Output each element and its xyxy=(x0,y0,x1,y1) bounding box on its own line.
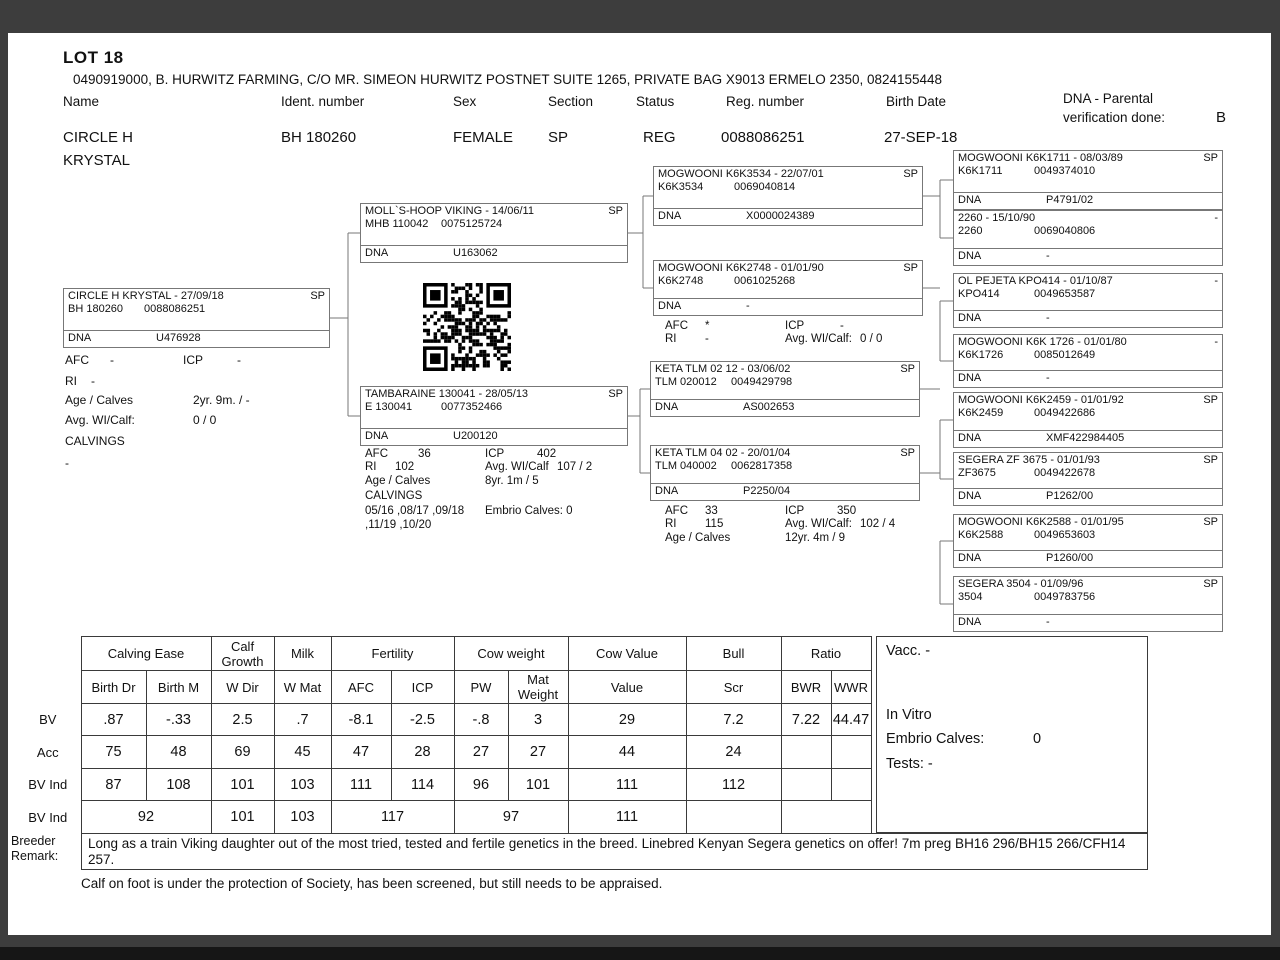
pedigree-box-gen3-1 xyxy=(953,150,1223,210)
col-header: ICP xyxy=(391,671,454,704)
animal-reg: 0061025268 xyxy=(734,275,796,287)
cell: 101 xyxy=(211,801,274,834)
label-status: Status xyxy=(636,94,675,109)
animal-ident: K6K2748 xyxy=(658,275,704,287)
animal-ident: K6K2588 xyxy=(958,529,1004,541)
col-header: BWR xyxy=(781,671,831,704)
stat-value: 0 / 0 xyxy=(193,413,217,427)
stat-label: AFC xyxy=(665,320,688,332)
catalog-page xyxy=(8,33,1271,935)
animal-reg: 0049422678 xyxy=(1034,467,1096,479)
value-status: REG xyxy=(643,129,676,146)
row-label: BV Ind xyxy=(28,777,68,792)
animal-name: TAMBARAINE 130041 - 28/05/13 xyxy=(365,388,529,400)
dna-verification-flag: B xyxy=(1216,109,1227,126)
stat-value: 350 xyxy=(837,505,857,517)
cell: 47 xyxy=(331,736,391,769)
animal-name: KETA TLM 02 12 - 03/06/02 xyxy=(655,363,791,375)
cell: 44 xyxy=(568,736,686,769)
section-flag: SP xyxy=(608,205,623,217)
bv-row xyxy=(15,704,871,736)
stat-value: 102 / 4 xyxy=(860,518,896,530)
animal-ident: E 130041 xyxy=(365,401,413,413)
animal-reg: 0075125724 xyxy=(441,218,503,230)
animal-reg: 0085012649 xyxy=(1034,349,1096,361)
vacc-text: Vacc. - xyxy=(886,643,931,659)
animal-reg: 0049374010 xyxy=(1034,165,1096,177)
row-label: BV xyxy=(39,712,57,727)
cell: 103 xyxy=(274,769,331,801)
value-section: SP xyxy=(548,129,569,146)
pedigree-box-subject xyxy=(63,288,330,348)
cell: 111 xyxy=(568,769,686,801)
stat-value: 33 xyxy=(705,505,718,517)
stat-label: AFC xyxy=(665,505,688,517)
label-dna-verification: verification done: xyxy=(1063,110,1166,125)
stat-label: ICP xyxy=(785,320,805,332)
stat-label: ICP xyxy=(485,448,505,460)
embrio-calves-value: 0 xyxy=(1033,731,1042,747)
tests-text: Tests: - xyxy=(886,756,933,772)
owner-address: 0490919000, B. HURWITZ FARMING, C/O MR. SIMEON HURWITZ POSTNET SUITE 1265, PRIVATE BAG X9013 ERMELO 2350, 0824155448 xyxy=(73,72,943,87)
cell: 48 xyxy=(146,736,211,769)
col-header: Birth Dr xyxy=(81,671,146,704)
stat-label: ICP xyxy=(785,505,805,517)
col-header: WWR xyxy=(831,671,871,704)
dna-value: P2250/04 xyxy=(743,485,791,497)
animal-reg: 0088086251 xyxy=(144,303,206,315)
cell: 27 xyxy=(508,736,568,769)
label-sex: Sex xyxy=(453,94,477,109)
bv-ind-row xyxy=(15,769,871,801)
section-flag: - xyxy=(1214,275,1218,287)
animal-ident: K6K3534 xyxy=(658,181,704,193)
stat-value: Embrio Calves: 0 xyxy=(485,505,573,517)
cell: .87 xyxy=(81,704,146,736)
dna-value: X0000024389 xyxy=(746,210,815,222)
stat-label: Age / Calves xyxy=(665,532,731,544)
animal-name: SEGERA 3504 - 01/09/96 xyxy=(958,578,1084,590)
row-label: BV Ind xyxy=(28,809,68,825)
value-name-line2: KRYSTAL xyxy=(63,152,130,169)
animal-reg: 0049422686 xyxy=(1034,407,1096,419)
stat-label: Age / Calves xyxy=(65,393,134,407)
cell: 112 xyxy=(686,769,781,801)
subject-stats xyxy=(65,353,335,473)
stat-value: 05/16 ,08/17 ,09/18 xyxy=(365,505,465,517)
dna-value: - xyxy=(1046,616,1050,628)
dna-label: DNA xyxy=(958,312,982,324)
cell: 28 xyxy=(391,736,454,769)
cell: 3 xyxy=(508,704,568,736)
animal-ident: 3504 xyxy=(958,591,983,603)
stat-value: ,11/19 ,10/20 xyxy=(365,519,432,531)
group-header: Calving Ease xyxy=(81,637,211,671)
cell: 69 xyxy=(211,736,274,769)
cell: 97 xyxy=(454,801,568,834)
bottom-strip xyxy=(0,947,1280,960)
stat-label: Avg. WI/Calf: xyxy=(785,518,852,530)
label-birth-date: Birth Date xyxy=(886,94,947,109)
cell: 75 xyxy=(81,736,146,769)
animal-name: OL PEJETA KPO414 - 01/10/87 xyxy=(958,275,1113,287)
label-dna-parental: DNA - Parental xyxy=(1063,91,1154,106)
stat-value: - xyxy=(840,320,844,332)
stat-label: AFC xyxy=(65,353,89,367)
value-name-line1: CIRCLE H xyxy=(63,129,134,146)
section-flag: - xyxy=(1214,212,1218,224)
label-section: Section xyxy=(548,94,594,109)
cell xyxy=(831,769,871,801)
stat-value: 107 / 2 xyxy=(557,461,593,473)
cell: 27 xyxy=(454,736,508,769)
stat-value: 12yr. 4m / 9 xyxy=(785,532,846,544)
pedigree-box-dam xyxy=(360,386,628,446)
stat-value: - xyxy=(237,353,241,367)
cell: 101 xyxy=(211,769,274,801)
cell: 29 xyxy=(568,704,686,736)
dna-label: DNA xyxy=(958,250,982,262)
stat-value: 115 xyxy=(705,518,724,530)
animal-name: MOGWOONI K6K 1726 - 01/01/80 xyxy=(958,336,1127,348)
dna-label: DNA xyxy=(365,430,389,442)
cell: -.8 xyxy=(454,704,508,736)
dna-value: - xyxy=(746,300,750,312)
dna-value: P1260/00 xyxy=(1046,552,1094,564)
dna-value: U163062 xyxy=(453,247,498,259)
animal-name: SEGERA ZF 3675 - 01/01/93 xyxy=(958,454,1100,466)
pedigree-box-gen2-4 xyxy=(650,445,920,501)
cell: 114 xyxy=(391,769,454,801)
group-header: Bull xyxy=(686,637,781,671)
dam-stats xyxy=(365,448,635,538)
footer-note: Calf on foot is under the protection of Society, has been screened, but still needs to be appraised. xyxy=(81,876,663,891)
value-reg-number: 0088086251 xyxy=(721,129,805,146)
stat-value: - xyxy=(110,353,114,367)
dna-label: DNA xyxy=(958,616,982,628)
embrio-calves-label: Embrio Calves: xyxy=(886,731,985,747)
cell: 24 xyxy=(686,736,781,769)
animal-reg: 0077352466 xyxy=(441,401,503,413)
cell: 101 xyxy=(508,769,568,801)
label-reg-number: Reg. number xyxy=(726,94,805,109)
section-flag: SP xyxy=(900,447,915,459)
animal-name: CIRCLE H KRYSTAL - 27/09/18 xyxy=(68,290,224,302)
stat-value: 2yr. 9m. / - xyxy=(193,393,250,407)
animal-ident: K6K1726 xyxy=(958,349,1004,361)
stat-value: - xyxy=(65,456,69,470)
dna-label: DNA xyxy=(655,401,679,413)
stat-value: - xyxy=(91,374,95,388)
cell: .7 xyxy=(274,704,331,736)
stat-label: ICP xyxy=(183,353,204,367)
animal-ident: ZF3675 xyxy=(958,467,996,479)
cell: 7.22 xyxy=(781,704,831,736)
animal-reg: 0049653603 xyxy=(1034,529,1096,541)
pedigree-box-gen3-7 xyxy=(953,514,1223,568)
cell: 111 xyxy=(331,769,391,801)
pedigree-box-gen3-5 xyxy=(953,392,1223,448)
section-flag: SP xyxy=(900,363,915,375)
animal-name: MOGWOONI K6K2588 - 01/01/95 xyxy=(958,516,1124,528)
stat-label: CALVINGS xyxy=(365,490,423,502)
pedigree-box-gen3-4 xyxy=(953,334,1223,388)
cell: 87 xyxy=(81,769,146,801)
pedigree-box-gen3-6 xyxy=(953,452,1223,506)
animal-ident: TLM 020012 xyxy=(655,376,717,388)
group-header: Calf Growth xyxy=(211,637,274,671)
col-header: W Dir xyxy=(211,671,274,704)
cell xyxy=(686,801,781,834)
section-flag: SP xyxy=(1203,152,1218,164)
stat-value: * xyxy=(705,320,710,332)
dna-value: P1262/00 xyxy=(1046,490,1094,502)
group-header: Ratio xyxy=(781,637,871,671)
breeder-remark-text: Long as a train Viking daughter out of the most tried, tested and fertile genetics in the breed. Linebred Kenyan Segera genetics on offer! 7m preg BH16 296/BH15 266/CFH14 257. xyxy=(88,836,1126,867)
dna-label: DNA xyxy=(658,210,682,222)
animal-name: MOGWOONI K6K1711 - 08/03/89 xyxy=(958,152,1123,164)
group-header: Fertility xyxy=(331,637,454,671)
col-header: Mat Weight xyxy=(508,671,568,704)
stat-label: Avg. WI/Calf: xyxy=(65,413,135,427)
stat-label: RI xyxy=(665,518,677,530)
animal-ident: MHB 110042 xyxy=(365,218,429,230)
section-flag: SP xyxy=(1203,578,1218,590)
cell: 2.5 xyxy=(211,704,274,736)
row-label-spacer xyxy=(15,637,81,671)
stat-label: Avg. WI/Calf xyxy=(485,461,549,473)
qr-code-pattern xyxy=(423,283,511,371)
animal-name: MOGWOONI K6K3534 - 22/07/01 xyxy=(658,168,824,180)
dna-value: U476928 xyxy=(156,332,201,344)
animal-reg: 0049783756 xyxy=(1034,591,1096,603)
dna-value: - xyxy=(1046,372,1050,384)
animal-name: MOGWOONI K6K2748 - 01/01/90 xyxy=(658,262,824,274)
stat-label: Avg. WI/Calf: xyxy=(785,333,852,345)
dna-value: U200120 xyxy=(453,430,498,442)
dna-label: DNA xyxy=(958,490,982,502)
label-name: Name xyxy=(63,94,100,109)
gen2-4-stats xyxy=(665,505,925,550)
section-flag: - xyxy=(1214,336,1218,348)
acc-row xyxy=(15,736,871,769)
ebv-table xyxy=(15,636,872,834)
cell xyxy=(781,769,831,801)
row-label-spacer xyxy=(15,671,81,704)
cell: 96 xyxy=(454,769,508,801)
section-flag: SP xyxy=(1203,516,1218,528)
pedigree-box-gen2-3 xyxy=(650,361,920,417)
stat-value: 36 xyxy=(418,448,431,460)
cell: 108 xyxy=(146,769,211,801)
dna-value: - xyxy=(1046,312,1050,324)
value-ident-number: BH 180260 xyxy=(281,129,357,146)
group-header: Cow Value xyxy=(568,637,686,671)
dna-label: DNA xyxy=(365,247,389,259)
qr-code xyxy=(423,283,511,371)
pedigree-box-gen2-2 xyxy=(653,260,923,316)
bv-ind-combined-row xyxy=(15,801,871,834)
group-header: Milk xyxy=(274,637,331,671)
animal-ident: K6K1711 xyxy=(958,165,1003,177)
section-flag: SP xyxy=(1203,394,1218,406)
value-birth-date: 27-SEP-18 xyxy=(884,129,958,146)
animal-ident: 2260 xyxy=(958,225,983,237)
pedigree-box-gen3-3 xyxy=(953,273,1223,328)
animal-ident: K6K2459 xyxy=(958,407,1004,419)
col-header: PW xyxy=(454,671,508,704)
section-flag: SP xyxy=(310,290,325,302)
cell: 103 xyxy=(274,801,331,834)
cell xyxy=(831,736,871,769)
dna-value: P4791/02 xyxy=(1046,194,1094,206)
breeder-remark-label-1: Breeder xyxy=(11,834,56,848)
stat-label: RI xyxy=(65,374,77,388)
dna-label: DNA xyxy=(658,300,682,312)
stat-value: 8yr. 1m / 5 xyxy=(485,475,539,487)
pedigree-box-gen2-1 xyxy=(653,166,923,226)
section-flag: SP xyxy=(1203,454,1218,466)
cell: -.33 xyxy=(146,704,211,736)
col-header: Birth M xyxy=(146,671,211,704)
dna-label: DNA xyxy=(655,485,679,497)
dna-label: DNA xyxy=(68,332,92,344)
col-header: W Mat xyxy=(274,671,331,704)
breeder-remark-label-2: Remark: xyxy=(11,849,59,863)
dna-value: - xyxy=(1046,250,1050,262)
animal-reg: 0069040806 xyxy=(1034,225,1096,237)
dna-label: DNA xyxy=(958,552,982,564)
animal-name: MOLL`S-HOOP VIKING - 14/06/11 xyxy=(365,205,534,217)
cell: 7.2 xyxy=(686,704,781,736)
section-flag: SP xyxy=(903,168,918,180)
group-header: Cow weight xyxy=(454,637,568,671)
stat-value: 102 xyxy=(395,461,415,473)
cell: -2.5 xyxy=(391,704,454,736)
dna-value: AS002653 xyxy=(743,401,795,413)
stat-value: 0 / 0 xyxy=(860,333,883,345)
gen2-2-stats xyxy=(665,320,925,350)
stat-label: CALVINGS xyxy=(65,434,125,448)
animal-name: MOGWOONI K6K2459 - 01/01/92 xyxy=(958,394,1124,406)
row-label: Acc xyxy=(36,744,59,760)
in-vitro-text: In Vitro xyxy=(886,707,932,723)
section-flag: SP xyxy=(608,388,623,400)
animal-ident: TLM 040002 xyxy=(655,460,717,472)
cell: -8.1 xyxy=(331,704,391,736)
animal-ident: KPO414 xyxy=(958,288,1000,300)
col-header: Value xyxy=(568,671,686,704)
stat-label: RI xyxy=(665,333,677,345)
stat-value: 402 xyxy=(537,448,557,460)
breeder-remark-box xyxy=(81,833,1148,870)
column-header-row xyxy=(15,671,871,704)
dna-value: XMF422984405 xyxy=(1046,432,1125,444)
stat-label: RI xyxy=(365,461,377,473)
dna-label: DNA xyxy=(958,372,982,384)
pedigree-box-sire xyxy=(360,203,628,263)
stat-label: Age / Calves xyxy=(365,475,431,487)
animal-name: KETA TLM 04 02 - 20/01/04 xyxy=(655,447,791,459)
cell: 117 xyxy=(331,801,454,834)
stat-value: - xyxy=(705,333,709,345)
cell: 45 xyxy=(274,736,331,769)
dna-label: DNA xyxy=(958,432,982,444)
animal-reg: 0069040814 xyxy=(734,181,796,193)
cell xyxy=(781,736,831,769)
animal-reg: 0049429798 xyxy=(731,376,793,388)
animal-reg: 0049653587 xyxy=(1034,288,1096,300)
cell: 44.47 xyxy=(831,704,871,736)
stat-label: AFC xyxy=(365,448,388,460)
cell xyxy=(781,801,871,834)
group-header-row xyxy=(15,637,871,671)
lot-title: LOT 18 xyxy=(63,48,124,67)
col-header: AFC xyxy=(331,671,391,704)
col-header: Scr xyxy=(686,671,781,704)
dna-label: DNA xyxy=(958,194,982,206)
animal-ident: BH 180260 xyxy=(68,303,124,315)
label-ident-number: Ident. number xyxy=(281,94,365,109)
cell: 92 xyxy=(81,801,211,834)
animal-reg: 0062817358 xyxy=(731,460,793,472)
pedigree-box-gen3-8 xyxy=(953,576,1223,632)
pedigree-box-gen3-2 xyxy=(953,210,1223,266)
section-flag: SP xyxy=(903,262,918,274)
animal-name: 2260 - 15/10/90 xyxy=(958,212,1036,224)
cell: 111 xyxy=(568,801,686,834)
value-sex: FEMALE xyxy=(453,129,514,146)
